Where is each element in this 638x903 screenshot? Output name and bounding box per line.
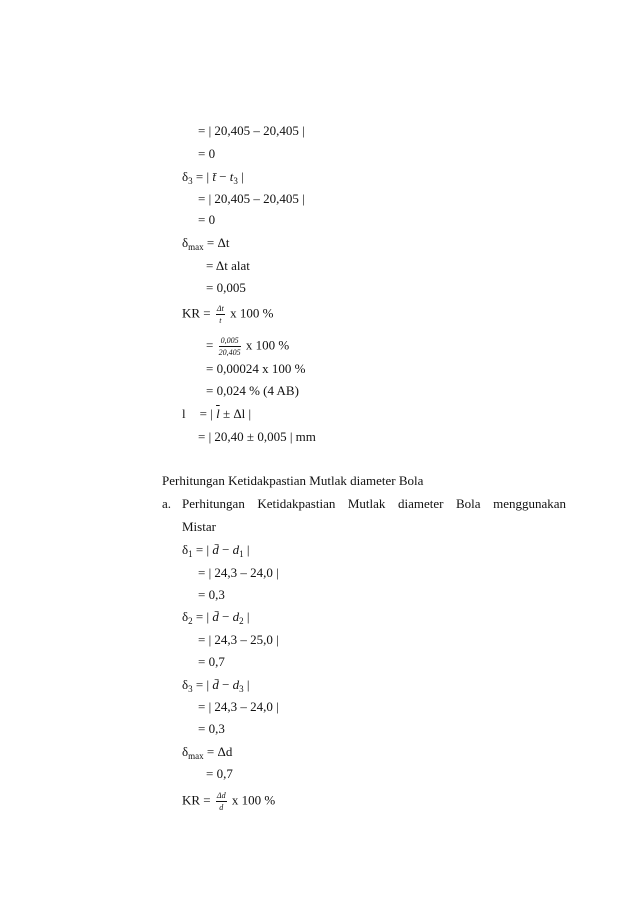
- kr-rest: x 100 %: [228, 792, 276, 808]
- word: diameter: [397, 496, 444, 511]
- delta-symbol: δ: [182, 609, 189, 624]
- kr-label: KR =: [182, 792, 214, 808]
- l-line: [182, 406, 251, 422]
- fraction-numerator: Δd: [216, 791, 226, 800]
- dmax-d-line-2: = 0,7: [206, 766, 233, 781]
- d-mean: d̄: [212, 542, 219, 557]
- word: Ketidakpastian: [257, 496, 336, 511]
- item-a-marker: a.: [162, 496, 172, 511]
- delta-symbol: δ: [182, 235, 189, 250]
- fraction-numerator: Δt: [216, 304, 224, 313]
- delta-symbol: δ: [182, 542, 189, 557]
- t-line-12: = 0,024 % (4 AB): [206, 383, 299, 398]
- d2-line-3: = 0,7: [198, 654, 225, 669]
- fraction-denominator: d: [219, 803, 224, 812]
- fraction-denominator: t: [219, 316, 222, 325]
- d-subscript: 2: [239, 616, 244, 626]
- d3-line-3: = 0,3: [198, 721, 225, 736]
- d-subscript: 3: [239, 684, 244, 694]
- minus-sign: −: [218, 609, 233, 624]
- d-mean: d̄: [212, 677, 219, 692]
- delta1-d-line: [182, 542, 250, 559]
- delta-subscript: 3: [188, 176, 193, 186]
- fraction-numerator: 0,005: [220, 336, 239, 345]
- kr-t-line-2: [206, 336, 289, 357]
- delta-subscript: max: [188, 751, 204, 761]
- t-line-11: = 0,00024 x 100 %: [206, 361, 306, 376]
- word: Perhitungan: [182, 496, 245, 511]
- t-line-7: = Δt alat: [206, 258, 250, 273]
- kr-label: KR =: [182, 305, 214, 321]
- l-mean: $\overline{l}$: [216, 406, 220, 421]
- dmax-t-line: [182, 235, 229, 252]
- delta-subscript: max: [188, 242, 204, 252]
- d1-line-2: = | 24,3 – 24,0 |: [198, 565, 279, 580]
- section-heading: Perhitungan Ketidakpastian Mutlak diameter Bola: [162, 473, 424, 488]
- dmax-value: = Δt: [203, 235, 230, 250]
- fraction-denominator: 20,405: [218, 348, 241, 357]
- d-mean: d̄: [212, 609, 219, 624]
- d-subscript: 1: [239, 549, 244, 559]
- eq-sign: =: [206, 337, 217, 353]
- delta-subscript: 3: [188, 684, 193, 694]
- kr2-rest: x 100 %: [242, 337, 290, 353]
- eq-abs-open: = |: [192, 169, 213, 184]
- kr-t-line: [182, 304, 273, 325]
- word: Bola: [455, 496, 481, 511]
- t-line-5: = 0: [198, 212, 216, 227]
- kr-fraction: [216, 791, 227, 812]
- delta-symbol: δ: [182, 677, 189, 692]
- item-a-cont: Mistar: [182, 519, 216, 534]
- d1-line-3: = 0,3: [198, 587, 225, 602]
- t-line-14: = | 20,40 ± 0,005 | mm: [198, 429, 316, 444]
- t-variable: t: [229, 169, 234, 184]
- l-label: l: [182, 406, 186, 421]
- d-variable: d: [232, 677, 240, 692]
- delta-symbol: δ: [182, 169, 189, 184]
- d-variable: d: [232, 609, 240, 624]
- minus-sign: −: [215, 169, 230, 184]
- delta-subscript: 1: [188, 549, 193, 559]
- eq-abs-open: = |: [199, 406, 217, 421]
- delta-symbol: δ: [182, 744, 189, 759]
- t-line-8: = 0,005: [206, 280, 246, 295]
- t-subscript: 3: [233, 176, 238, 186]
- kr2-fraction: [219, 336, 241, 357]
- eq-abs-open: = |: [192, 542, 213, 557]
- abs-close: |: [243, 677, 250, 692]
- d2-line-2: = | 24,3 – 25,0 |: [198, 632, 279, 647]
- delta3-t-line: [182, 169, 244, 186]
- l-rest: ± Δl |: [219, 406, 252, 421]
- dmax-value: = Δd: [203, 744, 233, 759]
- abs-close: |: [243, 542, 250, 557]
- t-line-1: = | 20,405 – 20,405 |: [198, 123, 305, 138]
- eq-abs-open: = |: [192, 609, 213, 624]
- d-variable: d: [232, 542, 240, 557]
- kr-fraction: [216, 304, 225, 325]
- word: menggunakan: [493, 496, 566, 511]
- item-a-text: [182, 496, 566, 512]
- eq-abs-open: = |: [192, 677, 213, 692]
- delta3-d-line: [182, 677, 250, 694]
- minus-sign: −: [218, 542, 233, 557]
- delta-subscript: 2: [188, 616, 193, 626]
- t-line-2: = 0: [198, 146, 216, 161]
- dmax-d-line: [182, 744, 232, 761]
- t-line-4: = | 20,405 – 20,405 |: [198, 191, 305, 206]
- t-mean: t̄: [212, 169, 216, 184]
- d3-line-2: = | 24,3 – 24,0 |: [198, 699, 279, 714]
- minus-sign: −: [218, 677, 233, 692]
- kr-rest: x 100 %: [226, 305, 274, 321]
- abs-close: |: [243, 609, 250, 624]
- kr-d-line: [182, 791, 275, 812]
- word: Mutlak: [347, 496, 386, 511]
- abs-close: |: [237, 169, 244, 184]
- delta2-d-line: [182, 609, 250, 626]
